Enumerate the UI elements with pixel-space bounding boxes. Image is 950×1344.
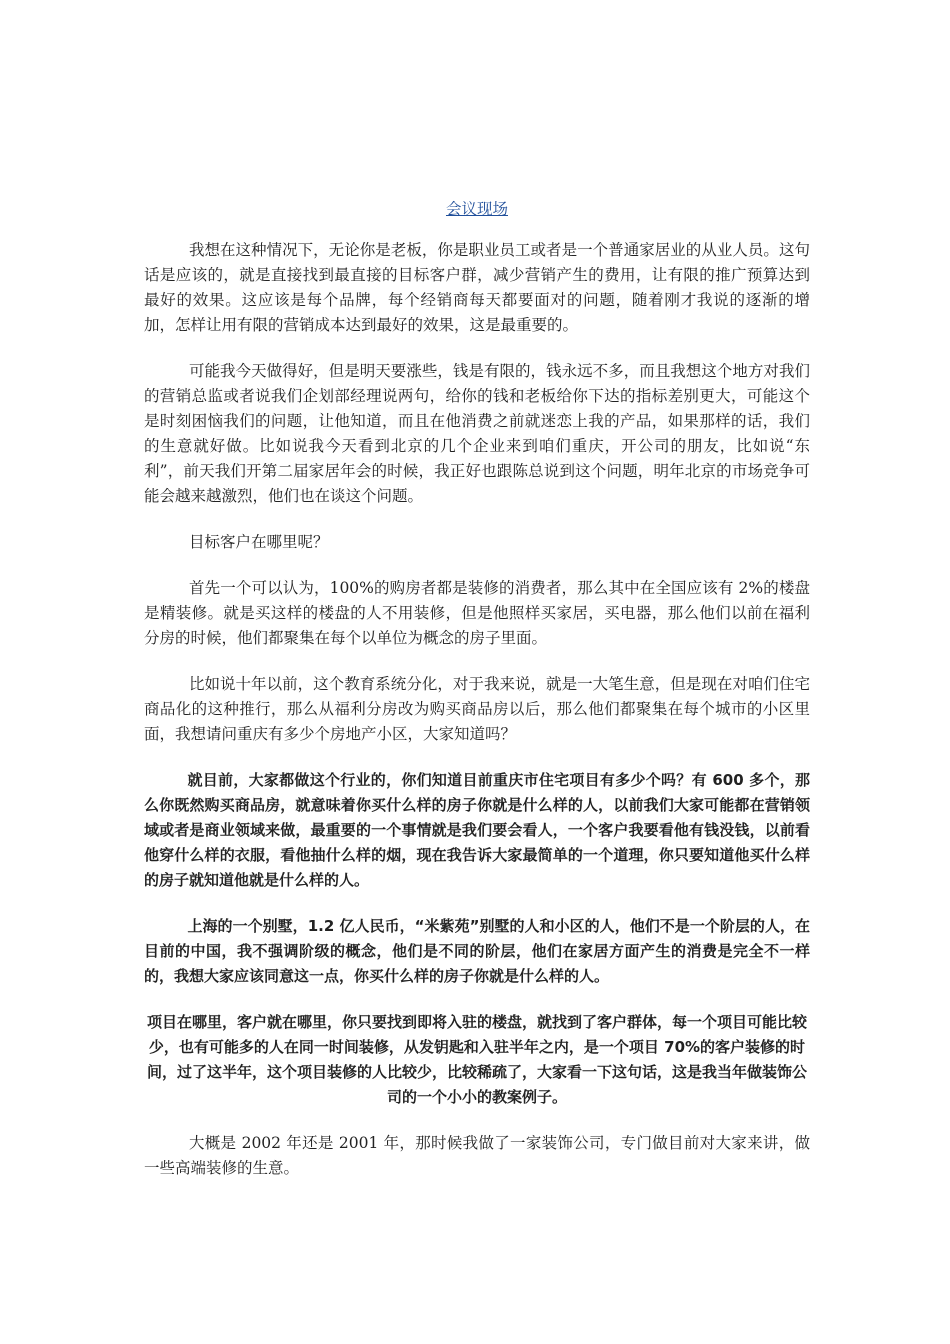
paragraph-6-bold: 就目前，大家都做这个行业的，你们知道目前重庆市住宅项目有多少个吗？有 600 多个，那么你既然购买商品房，就意味着你买什么样的房子你就是什么样的人，以前我们大家可能都在营销领域或者是商业领域来做，最重要的一个事情就是我们要会看人，一个客户我要看他有钱没钱，以前看他穿什么样的衣服，看他抽什么样的烟，现在我告诉大家最简单的一个道理，你只要知道他买什么样的房子就知道他就是什么样的人。	[144, 771, 810, 889]
paragraph-7-bold: 上海的一个别墅，1.2 亿人民币，“米紫苑”别墅的人和小区的人，他们不是一个阶层的人，在目前的中国，我不强调阶级的概念，他们是不同的阶层，他们在家居方面产生的消费是完全不一样的，我想大家应该同意这一点，你买什么样的房子你就是什么样的人。	[144, 917, 810, 985]
paragraph-8-bold-centered: 项目在哪里，客户就在哪里，你只要找到即将入驻的楼盘，就找到了客户群体，每一个项目可能比较少，也有可能多的人在同一时间装修，从发钥匙和入驻半年之内，是一个项目 70%的客户装修的时间，过了这半年，这个项目装修的人比较少，比较稀疏了，大家看一下这句话，这是我当年做装饰公司的一个小小的教案例子。	[146, 1013, 807, 1106]
paragraph-4: 首先一个可以认为，100%的购房者都是装修的消费者，那么其中在全国应该有 2%的楼盘是精装修。就是买这样的楼盘的人不用装修，但是他照样买家居，买电器，那么他们以前在福利分房的时候，他们都聚集在每个以单位为概念的房子里面。	[144, 579, 810, 647]
paragraph-5: 比如说十年以前，这个教育系统分化，对于我来说，就是一大笔生意，但是现在对咱们住宅商品化的这种推行，那么从福利分房改为购买商品房以后，那么他们都聚集在每个城市的小区里面，我想请问重庆有多少个房地产小区，大家知道吗？	[144, 675, 810, 743]
paragraph-9: 大概是 2002 年还是 2001 年，那时候我做了一家装饰公司，专门做目前对大家来讲，做一些高端装修的生意。	[144, 1134, 810, 1177]
paragraph-3: 目标客户在哪里呢？	[188, 533, 329, 551]
paragraph-2: 可能我今天做得好，但是明天要涨些，钱是有限的，钱永远不多，而且我想这个地方对我们的营销总监或者说我们企划部经理说两句，给你的钱和老板给你下达的指标差别更大，可能这个是时刻困恼我们的问题，让他知道，而且在他消费之前就迷恋上我的产品，如果那样的话，我们的生意就好做。比如说我今天看到北京的几个企业来到咱们重庆，开公司的朋友，比如说“东利”，前天我们开第二届家居年会的时候，我正好也跟陈总说到这个问题，明年北京的市场竞争可能会越来越激烈，他们也在谈这个问题。	[144, 362, 810, 505]
paragraph-1: 我想在这种情况下，无论你是老板，你是职业员工或者是一个普通家居业的从业人员。这句话是应该的，就是直接找到最直接的目标客户群，减少营销产生的费用，让有限的推广预算达到最好的效果。这应该是每个品牌，每个经销商每天都要面对的问题，随着刚才我说的逐渐的增加，怎样让用有限的营销成本达到最好的效果，这是最重要的。	[144, 241, 810, 334]
title-link[interactable]: 会议现场	[445, 200, 508, 218]
document-title	[144, 196, 810, 222]
document-page	[144, 196, 810, 1202]
